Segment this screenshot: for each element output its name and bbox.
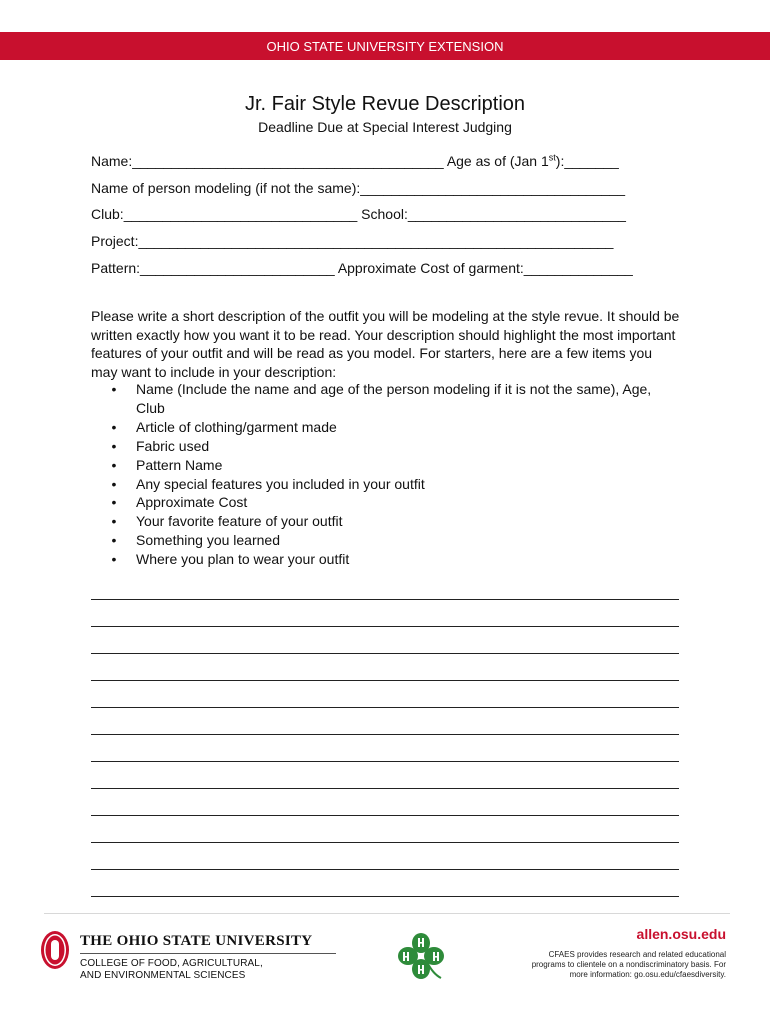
- description-line[interactable]: [91, 815, 679, 816]
- description-line[interactable]: [91, 707, 679, 708]
- cost-field[interactable]: ______________: [523, 260, 633, 276]
- bullet-icon: •: [111, 418, 117, 435]
- description-line[interactable]: [91, 869, 679, 870]
- list-item: • Article of clothing/garment made: [109, 418, 679, 437]
- list-item: • Fabric used: [109, 437, 679, 456]
- list-item: • Something you learned: [109, 531, 679, 550]
- four-h-clover-icon: [397, 932, 445, 982]
- bullet-icon: •: [111, 532, 117, 549]
- list-item: • Where you plan to wear your outfit: [109, 550, 679, 569]
- bullet-icon: •: [111, 494, 117, 511]
- footer-divider: [44, 913, 730, 914]
- block-o-icon: [40, 930, 70, 970]
- pattern-field[interactable]: _________________________: [140, 260, 335, 276]
- instructions-paragraph: Please write a short description of the outfit you will be modeling at the style revue. It should be written exactly how you want it to be read. Your description should highlight the most important features of your outfit and will be read as you model. For starters, here are a few items you may want to include in your description:: [91, 308, 680, 380]
- nondiscrimination-statement: CFAES provides research and related educational programs to clientele on a nondiscriminatory basis. For more information: go.osu.edu/cfaesdiversity.: [531, 950, 726, 979]
- school-label: School:: [361, 206, 408, 222]
- age-label: Age as of (Jan 1st):_______: [446, 152, 619, 169]
- university-name: THE OHIO STATE UNIVERSITY: [80, 933, 313, 949]
- form-subtitle: Deadline Due at Special Interest Judging: [258, 119, 512, 135]
- description-line[interactable]: [91, 599, 679, 600]
- club-school-row: [91, 206, 626, 222]
- pattern-cost-row: [91, 260, 633, 276]
- bullet-icon: •: [111, 551, 117, 568]
- model-label: Name of person modeling (if not the same):: [91, 180, 361, 196]
- list-item: • Your favorite feature of your outfit: [109, 512, 679, 531]
- name-label: Name:: [91, 153, 133, 169]
- list-item: • Name (Include the name and age of the person modeling if it is not the same), Age, Club: [109, 380, 679, 418]
- club-label: Club:: [91, 206, 124, 222]
- osu-logo-block: [40, 930, 320, 985]
- extension-banner: [0, 32, 770, 60]
- cost-label: Approximate Cost of garment:: [337, 260, 524, 276]
- project-field[interactable]: _____________________________________________________________: [138, 233, 614, 249]
- list-item: • Any special features you included in your outfit: [109, 475, 679, 494]
- description-line[interactable]: [91, 896, 679, 897]
- bullet-icon: •: [111, 456, 117, 473]
- bullet-icon: •: [111, 437, 117, 454]
- college-name: COLLEGE OF FOOD, AGRICULTURAL, AND ENVIRONMENTAL SCIENCES: [80, 958, 263, 981]
- list-item: • Pattern Name: [109, 456, 679, 475]
- bullet-icon: •: [111, 475, 117, 492]
- suggestion-list: [109, 380, 679, 569]
- bullet-icon: •: [111, 513, 117, 530]
- website-link[interactable]: allen.osu.edu: [636, 926, 726, 942]
- description-line[interactable]: [91, 653, 679, 654]
- model-field[interactable]: __________________________________: [360, 180, 625, 196]
- form-title: Jr. Fair Style Revue Description: [244, 93, 526, 115]
- school-field[interactable]: ____________________________: [407, 206, 626, 222]
- description-line[interactable]: [91, 734, 679, 735]
- list-item: • Approximate Cost: [109, 493, 679, 512]
- name-field[interactable]: ________________________________________: [132, 153, 444, 169]
- logo-rule: [80, 953, 336, 954]
- description-line[interactable]: [91, 761, 679, 762]
- name-age-row: [91, 153, 619, 169]
- description-line[interactable]: [91, 680, 679, 681]
- banner-text: OHIO STATE UNIVERSITY EXTENSION: [266, 38, 504, 54]
- club-field[interactable]: ______________________________: [123, 206, 358, 222]
- model-row: [91, 180, 625, 196]
- footer-contact: [500, 926, 726, 980]
- description-line[interactable]: [91, 788, 679, 789]
- project-label: Project:: [91, 233, 139, 249]
- description-line[interactable]: [91, 626, 679, 627]
- description-line[interactable]: [91, 842, 679, 843]
- pattern-label: Pattern:: [91, 260, 141, 276]
- bullet-icon: •: [111, 381, 117, 397]
- project-row: [91, 233, 613, 249]
